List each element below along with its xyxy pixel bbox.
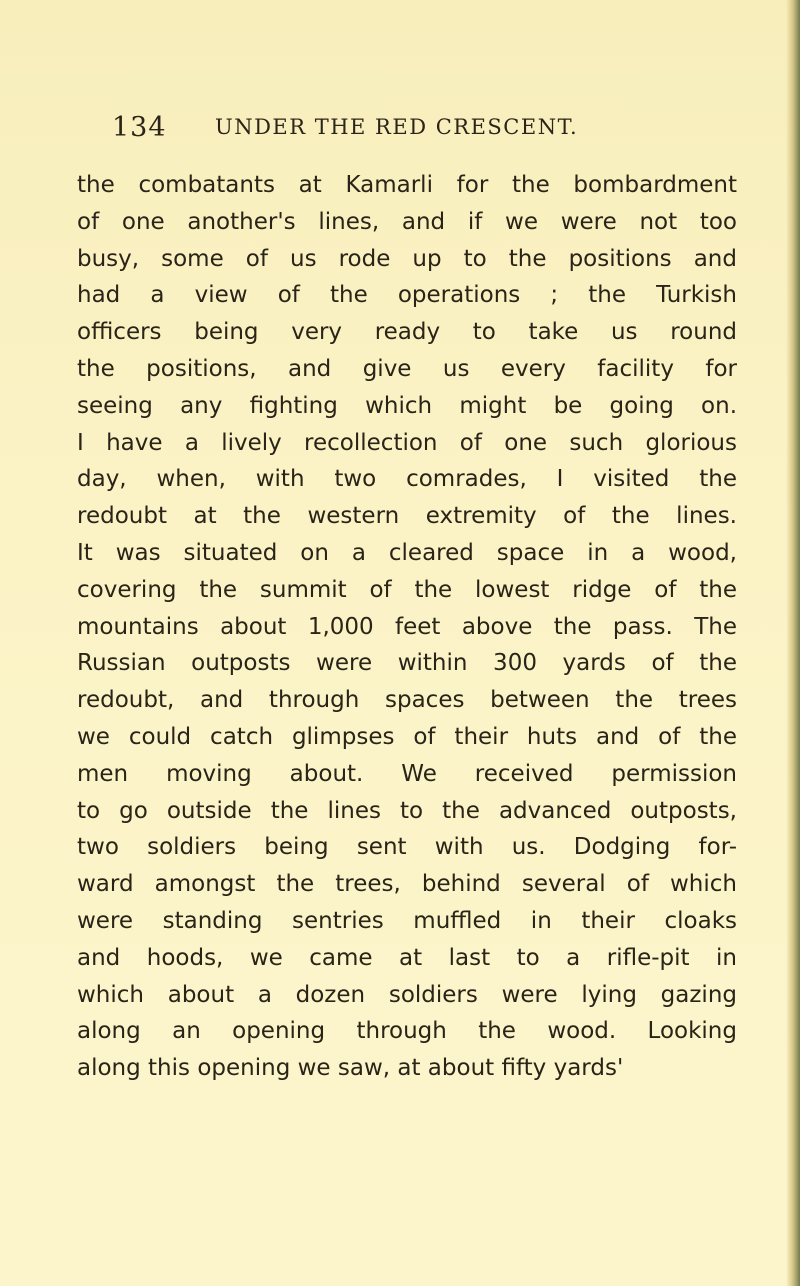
text-line: day, when, with two comrades, I visited the	[77, 466, 737, 493]
text-line: busy, some of us rode up to the positions and	[77, 245, 737, 272]
text-line: the combatants at Kamarli for the bombardment	[77, 172, 737, 198]
body-text	[77, 167, 737, 1087]
text-line: mountains about 1,000 feet above the pass. The	[77, 613, 737, 640]
text-line: of one another's lines, and if we were not too	[77, 208, 737, 235]
page-number: 134	[112, 112, 167, 143]
text-line: along this opening we saw, at about fifty yards'	[77, 1055, 624, 1082]
text-line: which about a dozen soldiers were lying gazing	[77, 981, 737, 1008]
text-line: officers being very ready to take us round	[77, 319, 737, 346]
text-line: the positions, and give us every facility for	[77, 355, 737, 382]
text-line: covering the summit of the lowest ridge of the	[77, 576, 737, 603]
text-line: redoubt at the western extremity of the lines.	[77, 503, 737, 530]
text-line: I have a lively recollection of one such glorious	[77, 429, 737, 456]
text-line: had a view of the operations ; the Turkish	[77, 282, 737, 309]
text-line: and hoods, we came at last to a rifle-pit in	[77, 944, 737, 971]
page-edge	[786, 0, 800, 1286]
text-line: two soldiers being sent with us. Dodging for-	[77, 834, 737, 861]
text-line: were standing sentries muffled in their cloaks	[77, 907, 737, 934]
text-line: ward amongst the trees, behind several of which	[77, 871, 737, 898]
text-line: we could catch glimpses of their huts and of the	[77, 723, 737, 750]
running-head: UNDER THE RED CRESCENT.	[215, 115, 579, 139]
text-line: men moving about. We received permission	[77, 760, 737, 787]
text-line: along an opening through the wood. Looking	[77, 1018, 737, 1045]
text-line: Russian outposts were within 300 yards of the	[77, 650, 737, 677]
text-line: seeing any fighting which might be going on.	[77, 392, 737, 419]
page-header	[0, 112, 800, 152]
text-line: It was situated on a cleared space in a wood,	[77, 539, 737, 566]
text-line: to go outside the lines to the advanced outposts,	[77, 797, 737, 824]
text-line: redoubt, and through spaces between the trees	[77, 687, 737, 714]
